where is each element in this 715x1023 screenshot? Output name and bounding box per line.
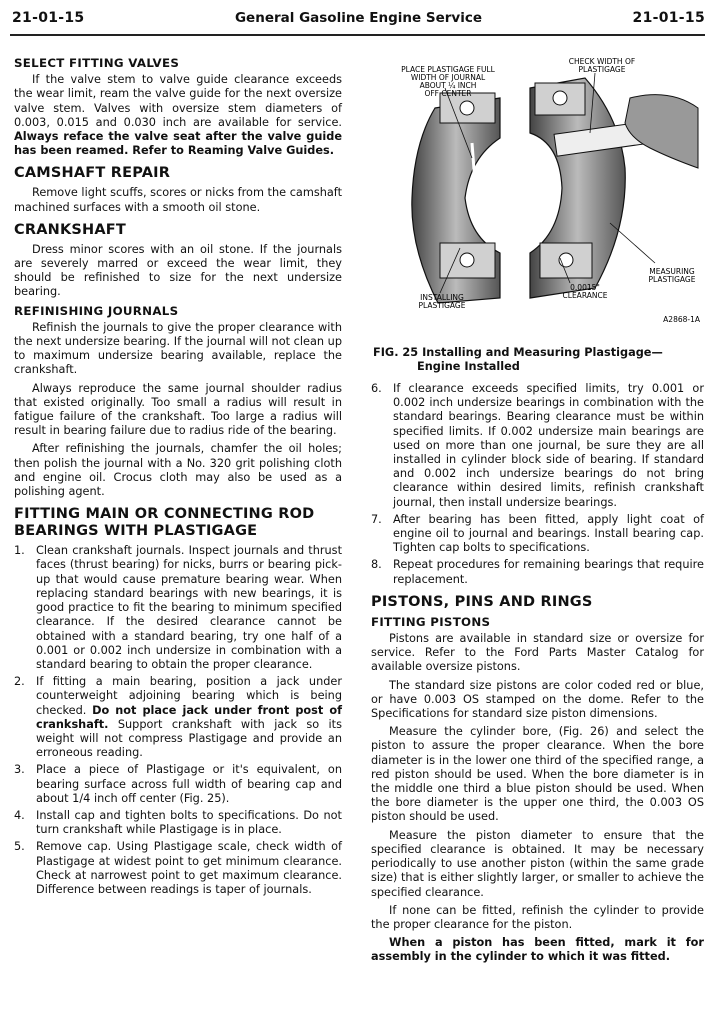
list-item: 2. If fitting a main bearing, position a jack under counterweight adjoining bearing which is being checked. Do not place jack under front post of crankshaft. Support crankshaft with jack so its weight will not compress Plastigage and provide an erroneous reading.	[14, 675, 342, 760]
header-rule	[10, 34, 705, 36]
bold-text: Do not place jack under front post of crankshaft.	[36, 703, 342, 731]
right-column	[371, 382, 704, 969]
list-item: 6. If clearance exceeds specified limits, try 0.001 or 0.002 inch undersize bearings in combination with the standard bearings. Bearing clearance must be within specified limits. If 0.002 undersize main bearings are used on more than one journal, be sure they are all installed in cylinder block side of bearing. If standard and 0.002 inch undersize bearings do not bring clearance within desired limits, refinish crankshaft journal, then install undersize bearings.	[371, 382, 704, 509]
paragraph: If the valve stem to valve guide clearance exceeds the wear limit, ream the valve guide for the next oversize valve stem. Valves with oversize stem diameters of 0.003, 0.015 and 0.030 inch are available for service. Always reface the valve seat after the valve guide has been reamed. Refer to Reaming Valve Guides.	[14, 73, 342, 158]
paragraph: Measure the piston diameter to ensure that the specified clearance is obtained. It may be necessary periodically to use another piston (within the same grade size) that is either slightly larger, or smaller to achieve the specified clearance.	[371, 828, 704, 899]
paragraph: Dress minor scores with an oil stone. If the journals are severely marred or exceed the wear limit, they should be refinished to size for the next undersize bearing.	[14, 242, 342, 299]
paragraph: After refinishing the journals, chamfer the oil holes; then polish the journal with a No. 320 grit polishing cloth and engine oil. Crocus cloth may also be used as a polishing agent.	[14, 442, 342, 499]
section-heading-crankshaft: CRANKSHAFT	[14, 221, 126, 238]
label-measuring-2: PLASTIGAGE	[648, 275, 696, 284]
label-installing-1: INSTALLING	[420, 293, 464, 302]
page-header	[12, 10, 705, 32]
label-installing-2: PLASTIGAGE	[418, 301, 466, 310]
section-heading-fitting-bearings: FITTING MAIN OR CONNECTING ROD BEARINGS WITH PLASTIGAGE	[14, 506, 315, 540]
label-place-1: PLACE PLASTIGAGE FULL	[401, 65, 495, 74]
label-measuring-1: MEASURING	[649, 267, 695, 276]
paragraph: The standard size pistons are color coded red or blue, or have 0.003 OS stamped on the dome. Refer to the Specifications for standard size piston dimensions.	[371, 678, 704, 721]
figure-plastigage	[380, 48, 705, 333]
section-heading-pistons-pins-rings: PISTONS, PINS AND RINGS	[371, 593, 593, 610]
list-item: 7. After bearing has been fitted, apply light coat of engine oil to journal and bearings. Install bearing cap. Tighten cap bolts to specifications.	[371, 512, 704, 555]
page-number-left: 21-01-15	[12, 10, 85, 26]
label-place-2: WIDTH OF JOURNAL	[410, 73, 486, 82]
paragraph: Refinish the journals to give the proper clearance with the next undersize bearing. If the journal will not clean up to maximum undersize bearing available, replace the crankshaft.	[14, 320, 342, 377]
paragraph: Remove light scuffs, scores or nicks from the camshaft machined surfaces with a smooth oil stone.	[14, 186, 343, 214]
bearing-illustration	[380, 48, 705, 333]
list-item: 5. Remove cap. Using Plastigage scale, check width of Plastigage at widest point to get minimum clearance. Check at narrowest point to get maximum clearance. Difference between readings is taper of journals.	[14, 840, 342, 896]
list-item: 8. Repeat procedures for remaining bearings that require replacement.	[371, 558, 704, 586]
section-heading-refinishing-journals: REFINISHING JOURNALS	[14, 303, 179, 318]
paragraph: Pistons are available in standard size or oversize for service. Refer to the Ford Parts Master Catalog for available oversize pistons.	[371, 632, 704, 674]
section-heading-camshaft-repair: CAMSHAFT REPAIR	[14, 165, 171, 182]
figure-caption: FIG. 25 Installing and Measuring Plastigage— Engine Installed	[373, 346, 663, 373]
label-place-4: OFF CENTER	[424, 89, 472, 98]
figure-code: A2868-1A	[663, 315, 700, 324]
label-clearance-1: 0.0015"	[570, 283, 600, 292]
bold-text: Always reface the valve seat after the valve guide has been reamed. Refer to Reaming Valve Guides.	[14, 130, 342, 158]
list-item: 4. Install cap and tighten bolts to specifications. Do not turn crankshaft while Plastigage is in place.	[14, 808, 342, 837]
label-clearance-2: CLEARANCE	[562, 291, 608, 300]
page-title: General Gasoline Engine Service	[234, 10, 483, 26]
label-place-3: ABOUT ¼ INCH	[419, 81, 477, 90]
left-column	[14, 52, 342, 900]
paragraph: Measure the cylinder bore, (Fig. 26) and select the piston to assure the proper clearance. When the bore diameter is in the lower one third of the specified range, a red piston should be used. When the bore diameter is in the middle one third a blue piston should be used. When the bore diameter is the upper one third, the 0.003 OS piston should be used.	[371, 725, 704, 824]
steps-list	[14, 544, 342, 897]
paragraph-bold: When a piston has been fitted, mark it for assembly in the cylinder to which it was fitted.	[371, 936, 704, 964]
paragraph: If none can be fitted, refinish the cylinder to provide the proper clearance for the piston.	[371, 903, 704, 931]
label-check-2: PLASTIGAGE	[578, 65, 626, 74]
paragraph: Always reproduce the same journal shoulder radius that existed originally. Too small a radius will result in fatigue failure of the crankshaft. Too large a radius will result in bearing failure due to radius ride of the bearing.	[14, 381, 342, 438]
label-check-1: CHECK WIDTH OF	[568, 57, 636, 66]
steps-list-continued	[371, 382, 704, 587]
section-heading-select-fitting-valves: SELECT FITTING VALVES	[14, 56, 180, 70]
list-item: 3. Place a piece of Plastigage or it's equivalent, on bearing surface across full width of bearing cap and about 1/4 inch off center (Fig. 25).	[14, 763, 342, 805]
list-item: 1. Clean crankshaft journals. Inspect journals and thrust faces (thrust bearing) for nicks, burrs or bearing pick-up that would cause premature bearing wear. When replacing standard bearings with new bearings, it is good practice to fit the bearing to minimum specified clearance. If the desired clearance cannot be obtained with a standard bearing, try one half of a 0.001 or 0.002 inch undersize in combination with a standard bearing to obtain the proper clearance.	[14, 544, 342, 671]
section-heading-fitting-pistons: FITTING PISTONS	[371, 614, 491, 629]
page-number-right: 21-01-15	[632, 10, 705, 26]
